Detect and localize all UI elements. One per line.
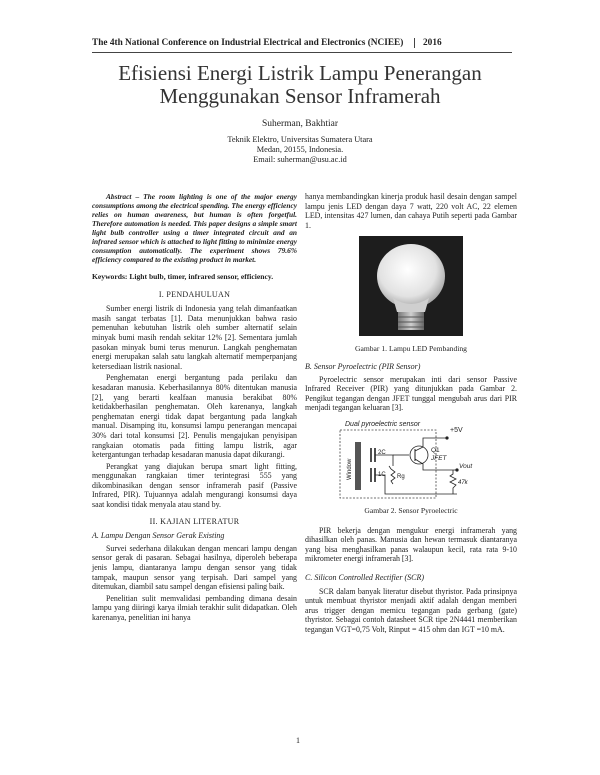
section-2-heading: II. KAJIAN LITERATUR: [149, 516, 240, 526]
section-1-heading: I. PENDAHULUAN: [158, 289, 231, 299]
section-2c-heading: C. Silicon Controlled Rectifier (SCR): [305, 572, 425, 582]
figure-1-caption: Gambar 1. Lampu LED Pembanding: [355, 344, 467, 354]
affiliation-line-1: Teknik Elektro, Universitas Sumatera Utara: [227, 135, 373, 144]
figure-1: [359, 236, 463, 336]
affiliation-line-2: Medan, 20155, Indonesia.: [256, 145, 344, 154]
section-2-para-1: Survei sederhana dilakukan dengan mencari lampu dengan sensor gerak di pasaran. Sebagai hasilnya, diperoleh beberapa jenis lampu, diantaranya lampu dengan sensor yang tidak tampak, maupun sensor yang terpisah. Dari sampel yang ditemukan, diambil satu sampel dengan efisiensi paling baik.: [92, 543, 297, 592]
abstract: Abstract – The room lighting is one of the major energy consumptions among the electrical spending. The energy efficiency relies on human awareness, but human is often forgetful. Therefore automation is needed. This paper designs a simple smart light bulb controller using a timer integrated circuit and an infrared sensor which is attached to light fitting to minimize energy consumption automatically. The experiment shows 79.6% efficiency compared to the existing product in market.: [92, 192, 297, 264]
conference-name: The 4th National Conference on Industrial Electrical and Electronics (NCIEE): [92, 38, 404, 49]
section-2b-heading: B. Sensor Pyroelectric (PIR Sensor): [305, 361, 421, 371]
section-2b-para-1: Pyroelectric sensor merupakan inti dari sensor Passive Infrared Receiver (PIR) yang ditunjukkan pada Gambar 2. Pengikut tegangan dengan JFET tunggal mengubah arus dari PIR menjadi tegangan keluaran [3].: [305, 374, 517, 413]
section-2c-para-1: SCR dalam banyak literatur disebut thyristor. Pada prinsipnya untuk membuat thyristor menjadi aktif adalah dengan memberi arus trigger dengan memicu tegangan pada gerbang (gate) thyristor. Sebagai contoh datasheet SCR tipe 2N4441 memberikan tegangan VGT=0,75 Volt, Rinput = 415 ohm dan IGT =10 mA.: [305, 586, 517, 634]
header-rule: [92, 52, 512, 53]
section-2-para-2: Penelitian sulit memvalidasi pembanding dimana desain lampu yang diiringi karya ilmiah terakhir sulit didapatkan. Oleh karenanya, penelitian ini hanya: [92, 593, 297, 622]
right-column: [305, 192, 517, 636]
title-line-2: Menggunakan Sensor Inframerah: [159, 84, 441, 108]
keywords: Keywords: Light bulb, timer, infrared sensor, efficiency.: [92, 272, 274, 281]
section-1-para-1: Sumber energi listrik di Indonesia yang telah dimanfaatkan masih sangat terbatas [1]. Data menunjukkan bahwa rasio pemenuhan kebutuhan listrik oleh sumber alternatif selain minyak bumi masih rendah sekitar 12% [2]. Sementara jumlah pasokan minyak bumi terus menurun. Langkah penghematan energi merupakan salah satu langkah alternatif memperpanjang ketersediaan listrik nasional.: [92, 304, 297, 371]
paper-title: [60, 62, 540, 108]
right-continuation: hanya membandingkan kinerja produk hasil desain dengan sampel lampu jenis LED dengan daya 7 watt, 220 volt AC, 22 elemen LED, intensitas 427 lumen, dan cahaya Putih seperti pada Gambar 1.: [305, 192, 517, 230]
author-email: Email: suherman@usu.ac.id: [253, 155, 347, 164]
led-bulb-image: [359, 236, 463, 336]
figure-2: [337, 418, 497, 500]
fig2-label-vout: Vout: [459, 462, 473, 470]
fig2-window-label: Window: [347, 458, 353, 480]
page-number: 1: [296, 736, 300, 745]
conference-header: [92, 38, 512, 48]
fig2-label-2c: 2C: [378, 449, 386, 456]
section-1-para-3: Perangkat yang diajukan berupa smart light fitting, menggunakan rangkaian timer terintegrasi 555 yang dikombinasikan dengan sensor inframerah pasif (Passive Infrared, PIR). Tujuannya adalah mengurangi konsumsi daya saat kondisi tidak menyala atau stand by.: [92, 461, 297, 510]
fig2-label-vplus: +5V: [450, 426, 463, 434]
fig2-label-47k: 47k: [458, 479, 468, 486]
section-2a-heading: A. Lampu Dengan Sensor Gerak Existing: [92, 531, 225, 541]
affiliation: [100, 135, 500, 165]
fig2-label-q1: Q1: [431, 446, 440, 454]
authors: Suherman, Bakhtiar: [262, 119, 338, 129]
fig2-label-1c: 1C: [378, 471, 386, 478]
fig2-label-rg: Rg: [397, 473, 405, 480]
fig2-title: Dual pyroelectric sensor: [345, 420, 421, 428]
pyroelectric-schematic: [337, 418, 497, 500]
left-column: [92, 192, 297, 625]
title-line-1: Efisiensi Energi Listrik Lampu Penerangan: [118, 61, 482, 85]
conference-year: 2016: [423, 38, 442, 49]
section-1-para-2: Penghematan energi bergantung pada perilaku dan kesadaran manusia. Keberhasilannya 80% ditentukan manusia [2], yang berarti kealfaan manusia berakibat 80% ketidakberhasilan penghematan. Oleh karenanya, langkah penghematan energi tidak dapat bergantung pada langkah manual. Disamping itu, konsumsi lampu penerangan mencapai 30% dari total konsumsi [2]. Penulis mengajukan penyisipan rangkaian otomatis pada fitting lampu listrik, agar ketergantungan terhadap kesadaran manusia dapat dikurangi.: [92, 373, 297, 460]
figure-2-caption: Gambar 2. Sensor Pyroelectric: [364, 505, 458, 515]
section-2b-para-2: PIR bekerja dengan mengukur energi inframerah yang dihasilkan oleh panas. Manusia dan hewan termasuk diantaranya yang bisa menghasilkan panas walaupun kecil, rata rata 9-10 mikrometer energi inframerah [3].: [305, 525, 517, 564]
fig2-label-jfet: JFET: [431, 454, 447, 462]
